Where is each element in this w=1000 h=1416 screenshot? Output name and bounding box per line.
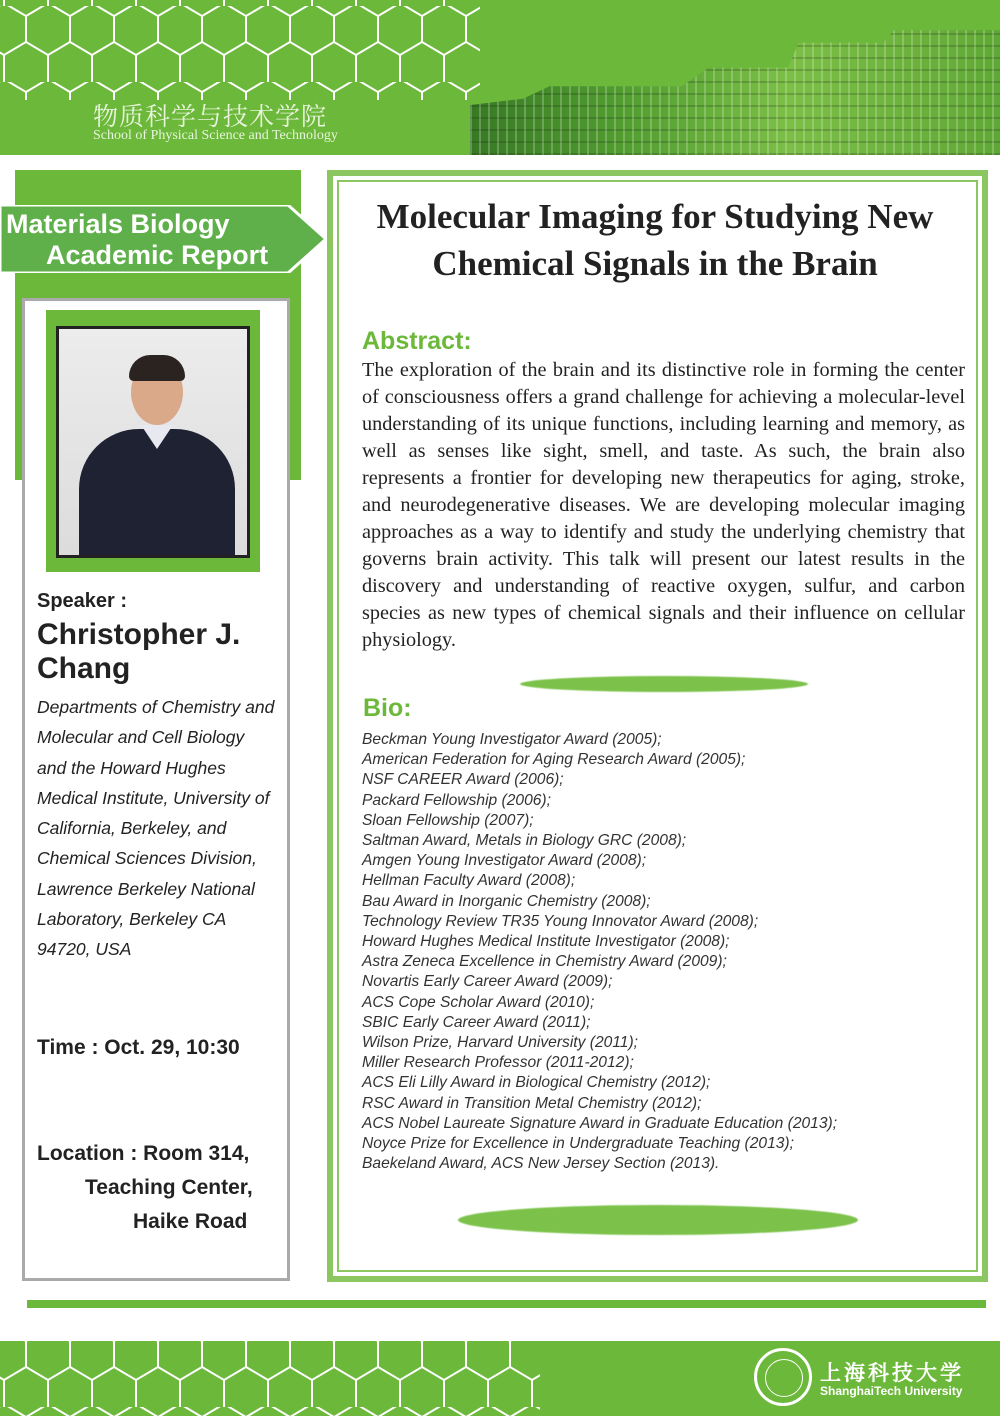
award-item: SBIC Early Career Award (2011);: [362, 1013, 591, 1031]
hexagon-pattern: [0, 1341, 540, 1416]
award-item: Packard Fellowship (2006);: [362, 791, 551, 809]
award-item: RSC Award in Transition Metal Chemistry (2012);: [362, 1094, 702, 1112]
award-item: Technology Review TR35 Young Innovator Award (2008);: [362, 912, 759, 930]
award-item: American Federation for Aging Research Award (2005);: [362, 751, 746, 769]
speaker-photo-frame: [46, 310, 260, 572]
award-item: Howard Hughes Medical Institute Investigator (2008);: [362, 933, 730, 951]
header-banner: [0, 0, 1000, 155]
award-list: [362, 730, 837, 1174]
location-line1: Location : Room 314,: [37, 1142, 250, 1165]
award-item: Noyce Prize for Excellence in Undergraduate Teaching (2013);: [362, 1135, 794, 1153]
talk-title: Molecular Imaging for Studying New Chemical Signals in the Brain: [376, 197, 934, 283]
location-line2: Teaching Center,: [85, 1176, 253, 1199]
speaker-affiliation: Departments of Chemistry and Molecular and Cell Biology and the Howard Hughes Medical Institute, University of California, Berkeley, and Chemical Sciences Division, Lawrence Berkeley National Laboratory, Berkeley CA 94720, USA: [37, 697, 275, 960]
award-item: NSF CAREER Award (2006);: [362, 771, 564, 789]
award-item: Astra Zeneca Excellence in Chemistry Award (2009);: [362, 953, 727, 971]
school-name-cn: 物质科学与技术学院: [93, 102, 328, 131]
award-item: Amgen Young Investigator Award (2008);: [362, 852, 647, 870]
award-item: Beckman Young Investigator Award (2005);: [362, 731, 662, 748]
university-name-cn: 上海科技大学: [820, 1362, 964, 1385]
school-name-en: School of Physical Science and Technology: [93, 128, 338, 143]
award-item: Bau Award in Inorganic Chemistry (2008);: [362, 892, 651, 910]
banner-line2: Academic Report: [46, 240, 269, 270]
brush-divider: [520, 676, 808, 692]
event-location: [37, 1137, 253, 1239]
abstract-heading: Abstract:: [362, 327, 472, 355]
event-time: Time : Oct. 29, 10:30: [37, 1036, 240, 1059]
abstract-text: The exploration of the brain and its distinctive role in forming the center of consciousness offers a grand challenge for achieving a molecular-level understanding of its unique functions, including learning and memory, as well as senses like sight, smell, and taste. As such, the brain also represents a frontier for developing new therapeutics for aging, stroke, and neurodegenerative diseases. We are developing molecular imaging approaches as a way to identify and study the underlying chemistry that governs brain activity. This talk will present our latest results in the discovery and understanding of reactive oxygen, sulfur, and carbon species as new types of chemical signals and their influence on cellular physiology.: [362, 359, 965, 651]
award-item: ACS Cope Scholar Award (2010);: [362, 993, 595, 1011]
award-item: Saltman Award, Metals in Biology GRC (2008);: [362, 832, 687, 850]
campus-building-image: [470, 30, 1000, 155]
award-item: ACS Nobel Laureate Signature Award in Graduate Education (2013);: [362, 1114, 838, 1132]
university-seal-icon: [754, 1348, 812, 1406]
award-item: Sloan Fellowship (2007);: [362, 811, 534, 829]
report-type-banner: [0, 205, 328, 273]
award-item: Miller Research Professor (2011-2012);: [362, 1054, 634, 1072]
award-item: Novartis Early Career Award (2009);: [362, 973, 613, 991]
location-line3: Haike Road: [133, 1210, 248, 1233]
brush-divider: [458, 1205, 858, 1235]
university-name-en: ShanghaiTech University: [820, 1384, 963, 1398]
award-item: Baekeland Award, ACS New Jersey Section (2013).: [362, 1155, 720, 1173]
speaker-label: Speaker :: [37, 590, 128, 612]
award-item: ACS Eli Lilly Award in Biological Chemistry (2012);: [362, 1074, 711, 1092]
hexagon-pattern: [0, 0, 480, 100]
banner-line1: Materials Biology: [6, 209, 230, 239]
bio-heading: Bio:: [363, 694, 412, 722]
award-item: Wilson Prize, Harvard University (2011);: [362, 1034, 639, 1052]
divider-bar: [27, 1300, 986, 1308]
speaker-photo: [56, 326, 250, 558]
award-item: Hellman Faculty Award (2008);: [362, 872, 576, 890]
speaker-name: Christopher J. Chang: [37, 618, 241, 685]
